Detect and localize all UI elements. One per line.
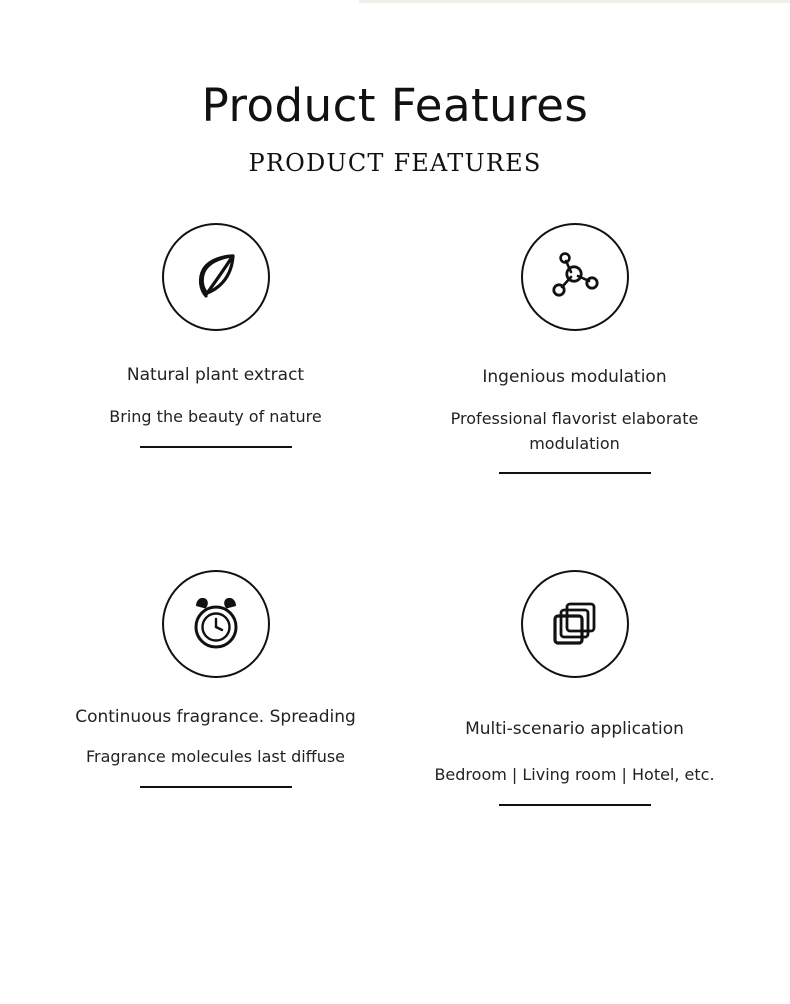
- feature-card: [395, 223, 754, 474]
- top-strip-left: [0, 0, 359, 6]
- feature-title: Ingenious modulation: [482, 367, 667, 388]
- feature-title: Multi-scenario application: [465, 719, 684, 740]
- top-strip-middle-lower: [359, 3, 790, 6]
- stacked-squares-icon: [521, 570, 629, 678]
- feature-underline: [499, 472, 651, 474]
- leaf-icon: [162, 223, 270, 331]
- feature-card: [36, 223, 395, 474]
- molecule-icon: [521, 223, 629, 331]
- feature-card: [395, 570, 754, 805]
- feature-card: [36, 570, 395, 805]
- page-title: Product Features: [201, 79, 589, 132]
- feature-description: Professional flavorist elaborate modulation: [450, 408, 699, 453]
- feature-description: Fragrance molecules last diffuse: [85, 746, 346, 766]
- feature-underline: [140, 446, 292, 448]
- top-edge-strip: [0, 0, 790, 6]
- feature-title: Natural plant extract: [126, 365, 305, 386]
- features-grid: [0, 223, 790, 805]
- feature-description: Bring the beauty of nature: [109, 406, 322, 426]
- page-header: [0, 0, 790, 177]
- feature-underline: [499, 804, 651, 806]
- alarm-clock-icon: [162, 570, 270, 678]
- feature-description: Bedroom | Living room | Hotel, etc.: [434, 764, 715, 784]
- feature-title: Continuous fragrance. Spreading: [75, 707, 356, 728]
- feature-underline: [140, 786, 292, 788]
- page-subtitle: PRODUCT FEATURES: [248, 149, 542, 178]
